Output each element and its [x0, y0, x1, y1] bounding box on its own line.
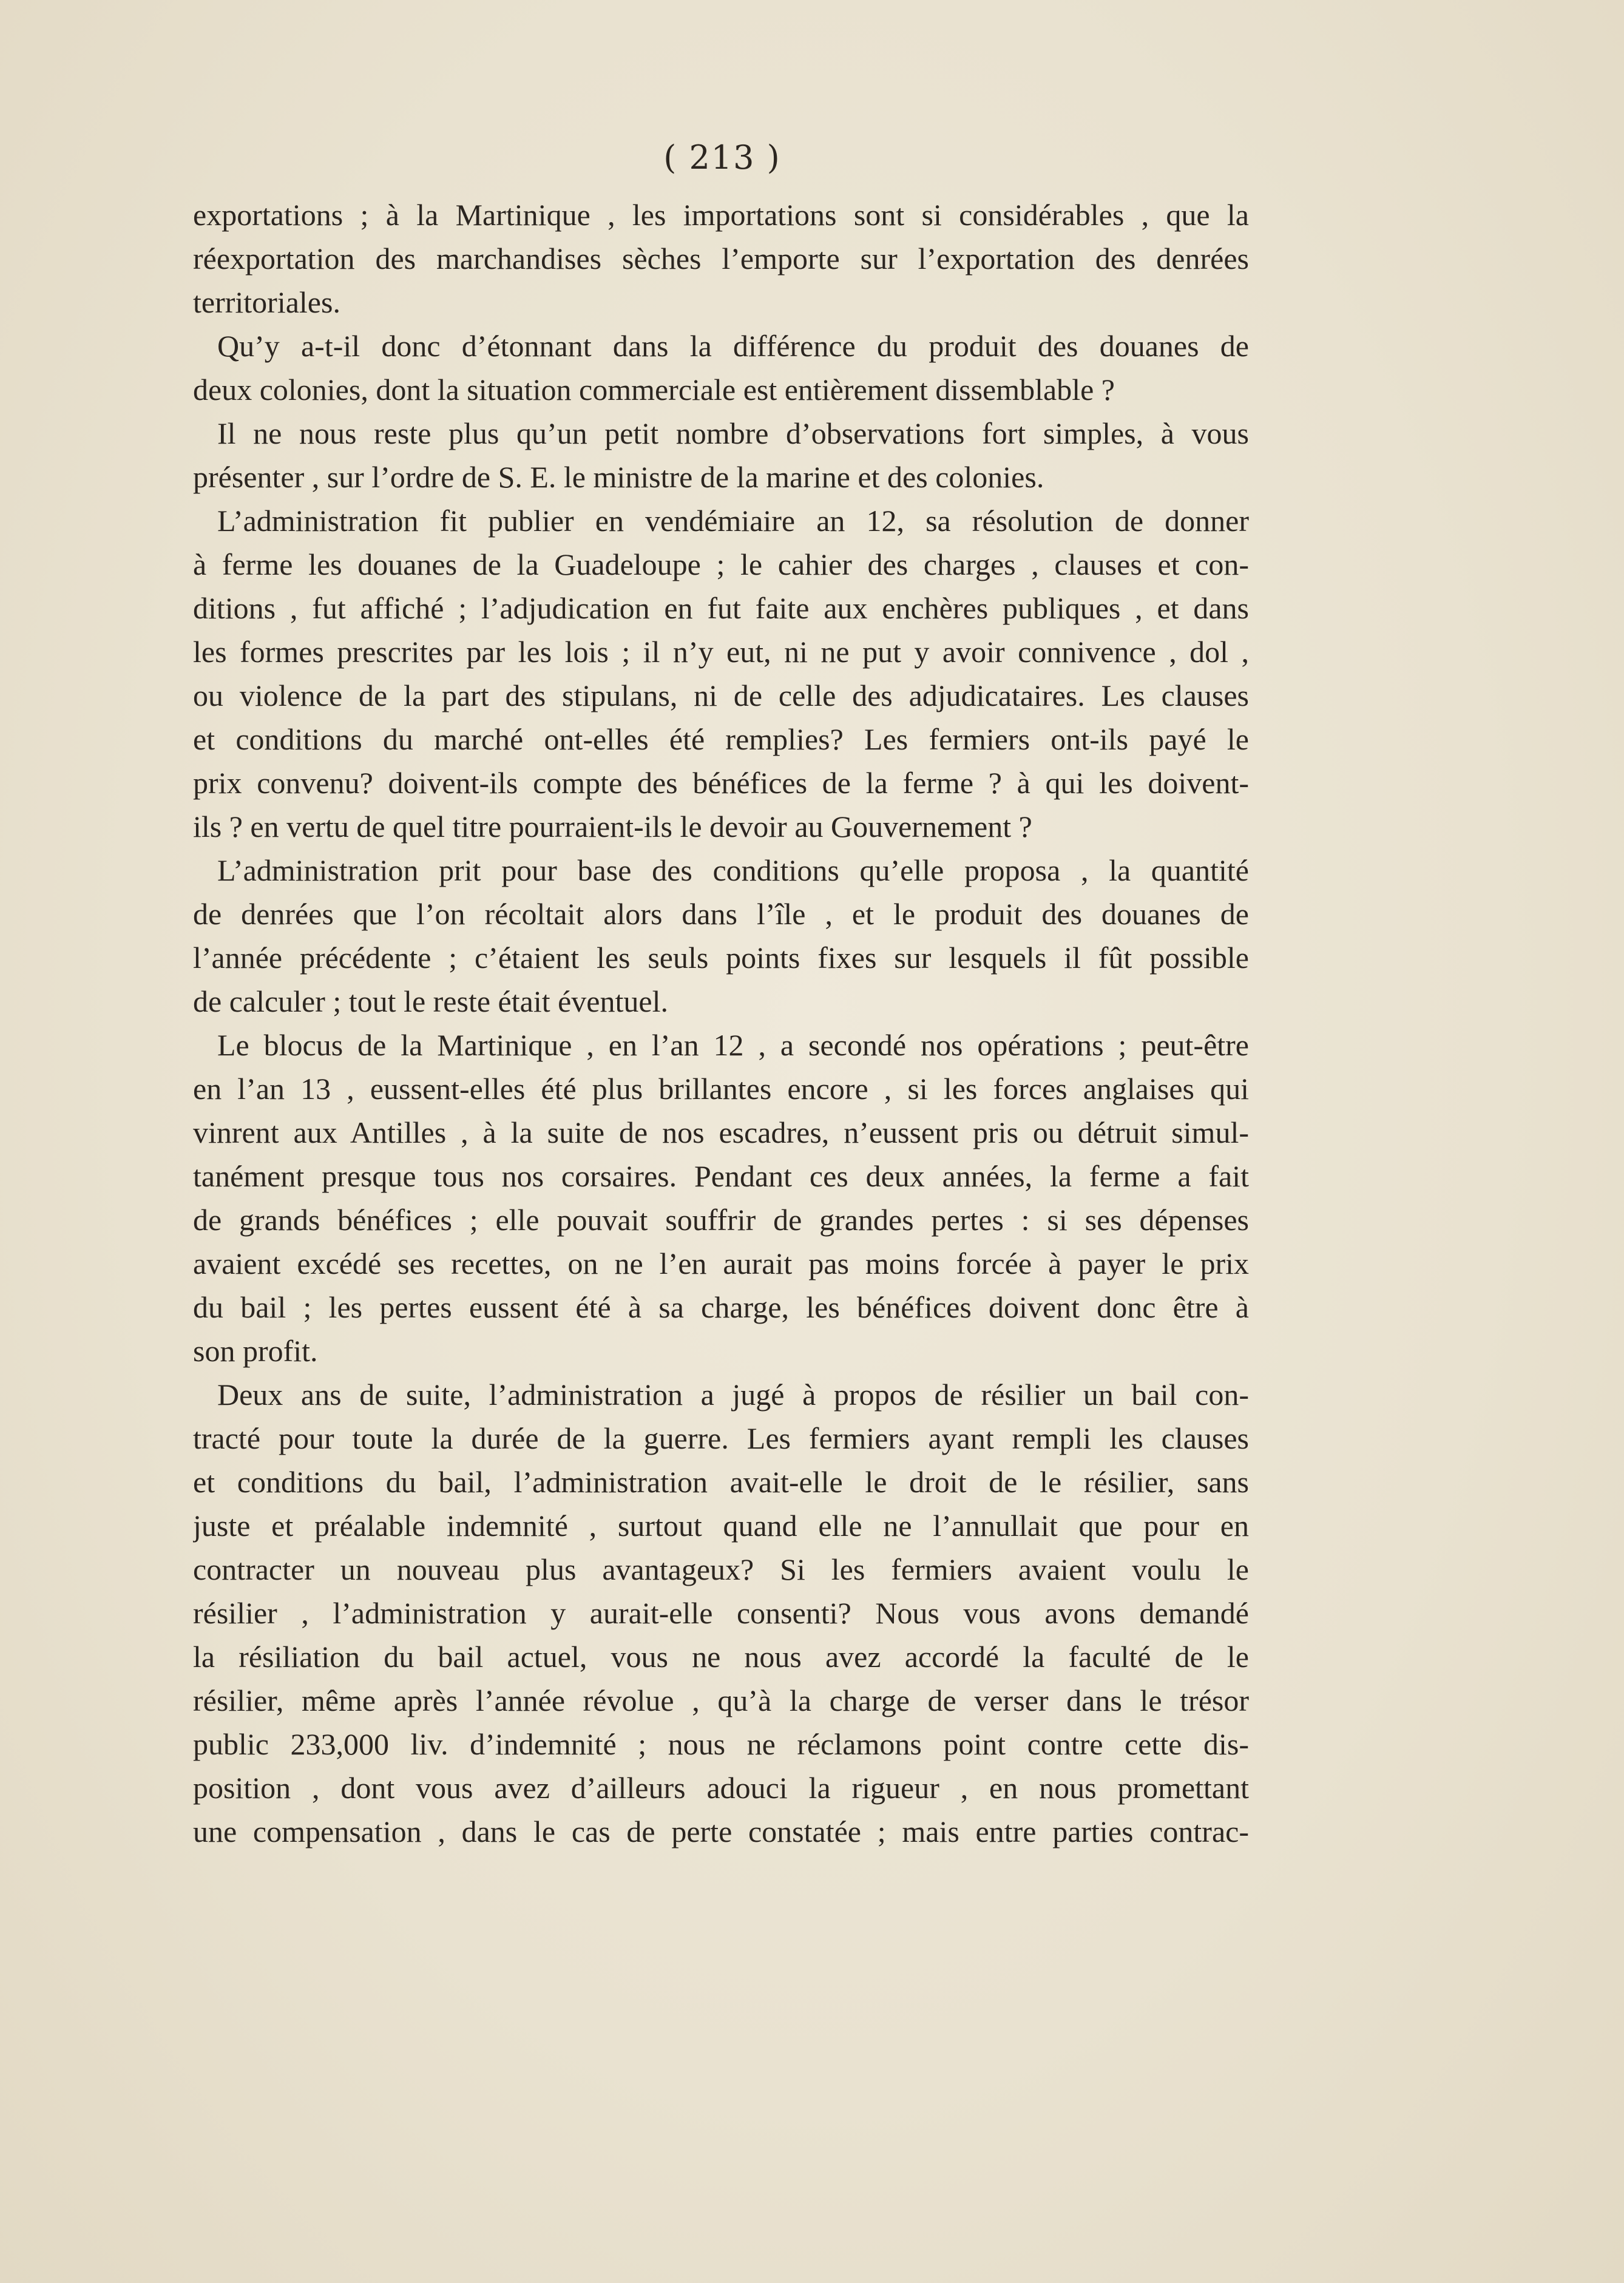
paragraph-6: [193, 1023, 1249, 1373]
text-line: territoriales.: [193, 285, 340, 319]
text-line: l’année précédente ; c’étaient les seuls points fixes sur lesquels il fût possible: [193, 941, 1249, 975]
text-line: prix convenu? doivent-ils compte des bénéfices de la ferme ? à qui les doivent-: [193, 766, 1249, 800]
page-number: ( 213 ): [663, 138, 781, 177]
text-line: Il ne nous reste plus qu’un petit nombre d’observations fort simples, à vous: [217, 416, 1249, 450]
text-line: présenter , sur l’ordre de S. E. le ministre de la marine et des colonies.: [193, 460, 1044, 494]
text-line: réexportation des marchandises sèches l’emporte sur l’exportation des denrées: [193, 242, 1249, 276]
text-line: Deux ans de suite, l’administration a jugé à propos de résilier un bail con-: [217, 1378, 1249, 1412]
text-line: Qu’y a-t-il donc d’étonnant dans la différence du produit des douanes de: [217, 329, 1249, 363]
text-line: juste et préalable indemnité , surtout quand elle ne l’annullait que pour en: [193, 1509, 1249, 1543]
text-line: une compensation , dans le cas de perte constatée ; mais entre parties contrac-: [193, 1815, 1249, 1848]
paragraph-2: [193, 324, 1249, 411]
text-line: ils ? en vertu de quel titre pourraient-ils le devoir au Gouvernement ?: [193, 810, 1032, 844]
text-line: résilier , l’administration y aurait-elle consenti? Nous vous avons demandé: [193, 1596, 1249, 1630]
text-line: de calculer ; tout le reste était éventuel.: [193, 984, 668, 1018]
text-line: Le blocus de la Martinique , en l’an 12 , a secondé nos opérations ; peut-être: [217, 1028, 1249, 1062]
text-line: et conditions du bail, l’administration avait-elle le droit de le résilier, sans: [193, 1465, 1249, 1499]
text-line: ou violence de la part des stipulans, ni de celle des adjudicataires. Les clauses: [193, 678, 1249, 712]
paragraph-1: [193, 193, 1249, 324]
paragraph-7: [193, 1373, 1249, 1853]
text-line: ditions , fut affiché ; l’adjudication en fut faite aux enchères publiques , et dans: [193, 591, 1249, 625]
text-line: contracter un nouveau plus avantageux? Si les fermiers avaient voulu le: [193, 1552, 1249, 1586]
text-line: vinrent aux Antilles , à la suite de nos escadres, n’eussent pris ou détruit simul-: [193, 1115, 1249, 1149]
text-line: de denrées que l’on récoltait alors dans l’île , et le produit des douanes de: [193, 897, 1249, 931]
body-text: [193, 193, 1249, 1853]
text-line: exportations ; à la Martinique , les importations sont si considérables , que la: [193, 198, 1249, 232]
text-line: de grands bénéfices ; elle pouvait souffrir de grandes pertes : si ses dépenses: [193, 1203, 1249, 1237]
text-line: public 233,000 liv. d’indemnité ; nous ne réclamons point contre cette dis-: [193, 1727, 1249, 1761]
paragraph-5: [193, 848, 1249, 1023]
text-line: du bail ; les pertes eussent été à sa charge, les bénéfices doivent donc être à: [193, 1290, 1249, 1324]
text-line: tracté pour toute la durée de la guerre. Les fermiers ayant rempli les clauses: [193, 1421, 1249, 1455]
text-line: la résiliation du bail actuel, vous ne nous avez accordé la faculté de le: [193, 1640, 1249, 1674]
text-line: L’administration fit publier en vendémiaire an 12, sa résolution de donner: [217, 504, 1249, 538]
text-line: deux colonies, dont la situation commerciale est entièrement dissemblable ?: [193, 373, 1115, 407]
text-line: tanément presque tous nos corsaires. Pendant ces deux années, la ferme a fait: [193, 1159, 1249, 1193]
text-line: et conditions du marché ont-elles été remplies? Les fermiers ont-ils payé le: [193, 722, 1249, 756]
text-line: L’administration prit pour base des conditions qu’elle proposa , la quantité: [217, 853, 1249, 887]
text-line: son profit.: [193, 1334, 318, 1368]
text-line: avaient excédé ses recettes, on ne l’en aurait pas moins forcée à payer le prix: [193, 1246, 1249, 1280]
paragraph-4: [193, 499, 1249, 848]
text-line: résilier, même après l’année révolue , qu’à la charge de verser dans le trésor: [193, 1683, 1249, 1717]
text-line: les formes prescrites par les lois ; il n’y eut, ni ne put y avoir connivence , dol ,: [193, 635, 1249, 669]
paragraph-3: [193, 411, 1249, 499]
text-line: position , dont vous avez d’ailleurs adouci la rigueur , en nous promettant: [193, 1771, 1249, 1805]
text-line: à ferme les douanes de la Guadeloupe ; le cahier des charges , clauses et con-: [193, 547, 1249, 581]
text-line: en l’an 13 , eussent-elles été plus brillantes encore , si les forces anglaises qui: [193, 1072, 1249, 1106]
